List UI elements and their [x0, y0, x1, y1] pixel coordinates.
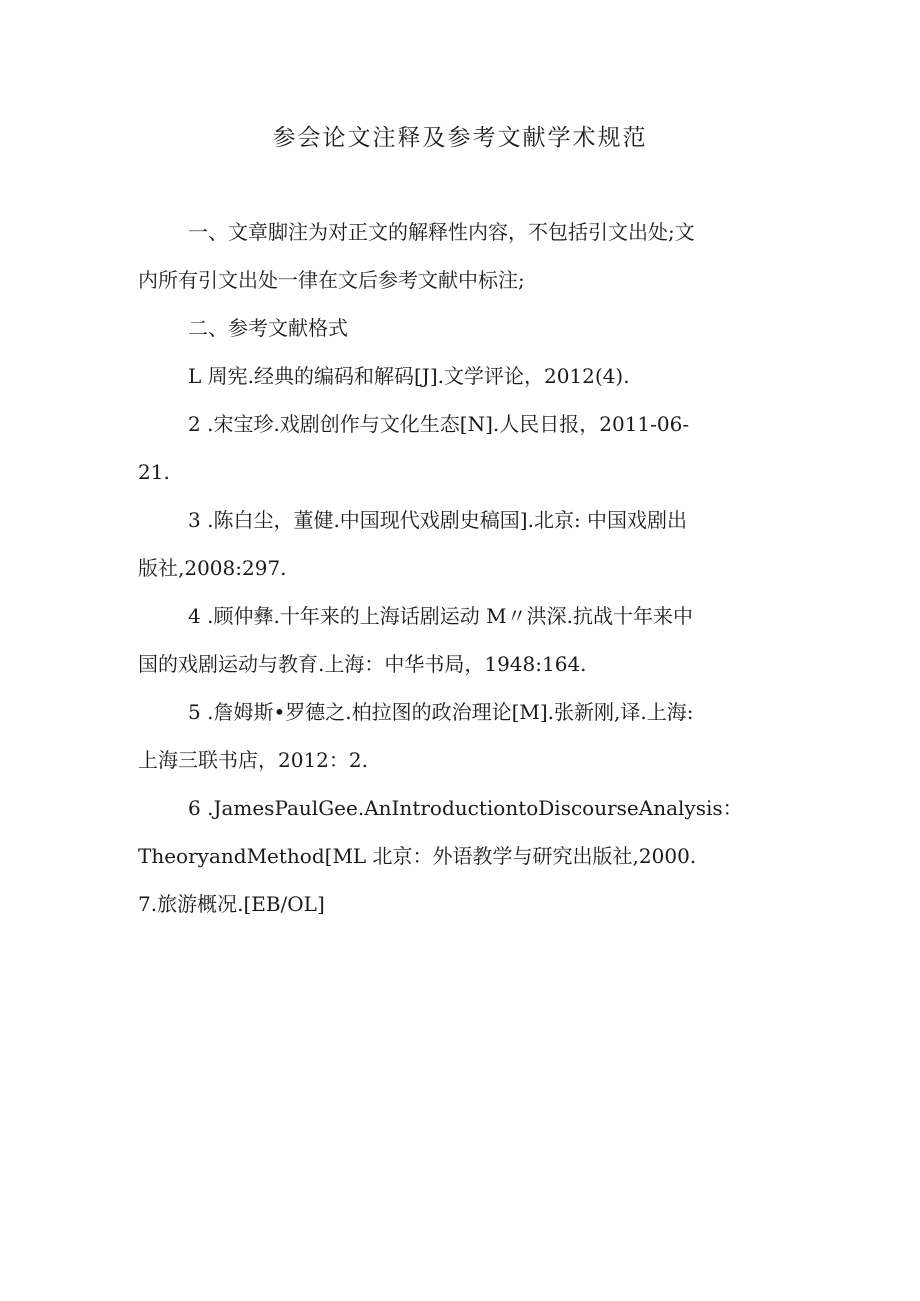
text-line: TheoryandMethod[ML 北京：外语教学与研究出版社,2000.	[138, 844, 697, 868]
document-body	[138, 208, 784, 928]
text-line: 内所有引文出处一律在文后参考文献中标注;	[138, 268, 525, 292]
text-line: 上海三联书店，2012：2.	[138, 748, 368, 772]
text-line: 版社,2008:297.	[138, 556, 287, 580]
text-line: 5 .詹姆斯•罗德之.柏拉图的政治理论[M].张新刚,译.上海:	[188, 700, 694, 724]
reference-item-2	[138, 400, 784, 496]
reference-item-1	[138, 352, 784, 400]
reference-item-6	[138, 784, 784, 880]
text-line: 4 .顾仲彝.十年来的上海话剧运动 M〃洪深.抗战十年来中	[188, 604, 693, 628]
document-title: 参会论文注释及参考文献学术规范	[272, 125, 648, 151]
text-line: 2 .宋宝珍.戏剧创作与文化生态[N].人民日报，2011-06-	[188, 412, 690, 436]
text-line: 7.旅游概况.[EB/OL]	[138, 892, 325, 916]
text-line: 国的戏剧运动与教育.上海：中华书局，1948:164.	[138, 652, 587, 676]
text-line: 二、参考文献格式	[188, 316, 348, 340]
text-line: 21.	[138, 460, 170, 484]
text-line: 一、文章脚注为对正文的解释性内容，不包括引文出处;文	[188, 220, 695, 244]
text-line: 3 .陈白尘，董健.中国现代戏剧史稿国].北京: 中国戏剧出	[188, 508, 688, 532]
text-line: 6 .JamesPaulGee.AnIntroductiontoDiscourseAnalysis：	[188, 796, 743, 820]
reference-item-7	[138, 880, 784, 928]
reference-item-4	[138, 592, 784, 688]
rule-paragraph-footnotes	[138, 208, 784, 304]
text-line: L 周宪.经典的编码和解码[J].文学评论，2012(4).	[188, 364, 630, 388]
reference-item-3	[138, 496, 784, 592]
reference-item-5	[138, 688, 784, 784]
rule-paragraph-references-heading	[138, 304, 784, 352]
